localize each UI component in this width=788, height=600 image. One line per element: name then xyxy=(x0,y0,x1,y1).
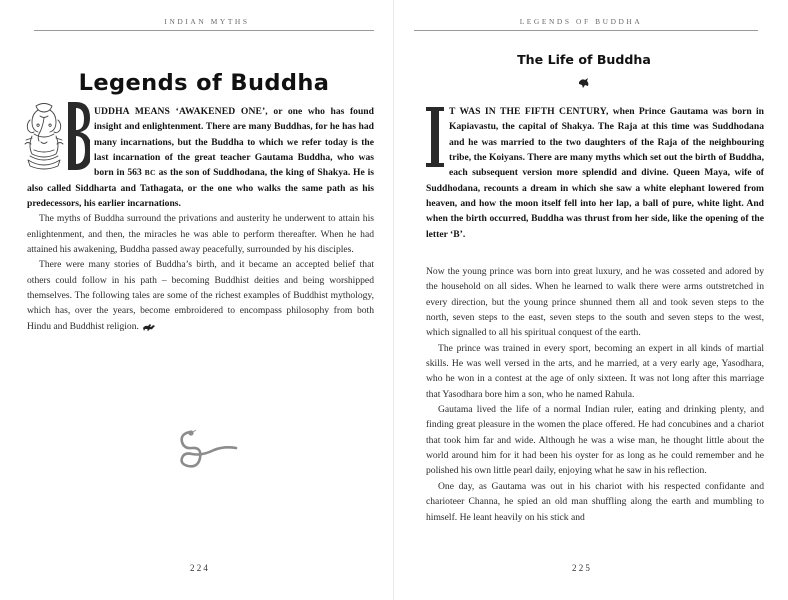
right-paragraph-4: One day, as Gautama was out in his chariot with his respected confidante and charioteer Channa, he spied an old man shuffling along the earth and mumbling to himself. He leant heavily on his stick and xyxy=(426,480,764,523)
page-number-right: 225 xyxy=(572,563,593,573)
left-intro-bc: BC xyxy=(144,168,156,178)
right-page xyxy=(394,0,788,600)
serpent-ornament xyxy=(176,428,238,474)
right-intro-paragraph xyxy=(426,104,764,242)
left-intro-paragraph xyxy=(27,104,374,211)
left-paragraph-2 xyxy=(27,257,374,334)
drop-cap-illustration xyxy=(24,100,90,178)
bird-ornament-icon xyxy=(577,76,591,90)
right-paragraph-1: Now the young prince was born into great luxury, and he was cosseted and adored by the household on all sides. When he learned to walk there were arms outstretched in every direction, but the young prince shunned them all and took seven steps to the north, seven steps to the east, seven steps to the south and seven steps to the west, which signalled to all his spiritual conquest of the earth. xyxy=(426,266,764,339)
ganesh-illustration xyxy=(24,100,90,178)
left-paragraph-1: The myths of Buddha surround the privations and austerity he underwent to attain his enlightenment, and then, the miracles he was able to perform thereafter. When he had attained his awakening, Buddha passed away peacefully, surrounded by his disciples. xyxy=(27,213,374,256)
right-body-text xyxy=(426,264,764,525)
right-intro-block xyxy=(426,104,764,242)
chapter-title: Legends of Buddha xyxy=(78,70,330,96)
running-horse-icon xyxy=(142,322,156,331)
left-paragraph-2-text: There were many stories of Buddha’s birth, and it became an accepted belief that others could follow in his path – becoming Buddhist deities and being worshipped themselves. The following tales are some of the richest examples of Buddhist mythology, which has, over the years, become embroidered to encompass philosophy from both Hindu and Buddhist religion. xyxy=(27,259,374,332)
drop-cap-I xyxy=(424,107,446,167)
left-intro-text: or one who has found insight and enlightenment. There are many Buddhas, for he has had many incarnations, but the Buddha to which we refer today is the last incarnation of the great teacher Gautama Buddha, who was born in 563 xyxy=(94,106,374,179)
section-title: The Life of Buddha xyxy=(517,52,651,67)
right-intro-lead-caps: T WAS IN THE FIFTH CENTURY, xyxy=(449,106,609,117)
page-number-left: 224 xyxy=(190,563,211,573)
right-paragraph-2: The prince was trained in every sport, becoming an expert in all kinds of martial skills. He was well versed in the arts, and he married, at a very early age, Yasodhara, who he won in a contest at the age of only sixteen. It was not long after this marriage that Yasodhara bore him a son, who he named Rahula. xyxy=(426,342,764,400)
left-intro-text-end: as the son of Suddhodana, the king of Shakya. He is also called Siddharta and Tathagata, or the one who walks the same path as his predecessors, his earlier incarnations. xyxy=(27,167,374,210)
running-head-right: LEGENDS OF BUDDHA xyxy=(519,17,643,26)
left-intro-lead-caps: UDDHA MEANS ‘AWAKENED ONE’, xyxy=(94,106,268,117)
running-head-left: INDIAN MYTHS xyxy=(164,17,250,26)
running-head-rule-right xyxy=(414,30,758,31)
right-intro-text: when Prince Gautama was born in Kapiavastu, the capital of Shakya. The Raja at this time was Suddhodana and he was married to the two daughters of the Raja of the neighbouring tribe, the Koiyans. There are many myths which set out the birth of Buddha, each subsequent version more splendid and divine. Queen Maya, wife of Suddhodana, recounts a dream in which she saw a white elephant lowered from heaven, and how the moon itself fell into her lap, a ball of pure, white light. And when the birth occurred, Buddha was thrust from her side, like the opening of the letter ‘B’. xyxy=(426,106,764,240)
running-head-rule-left xyxy=(34,30,374,31)
left-body-text xyxy=(27,104,374,334)
right-paragraph-3: Gautama lived the life of a normal Indian ruler, eating and drinking plenty, and finding great pleasure in the women the place offered. He had concubines and a chariot that took him far and wide. Although he was a wise man, he thought little about the world around him for it had been his oyster for as long as he could remember and he polished his own little pearl daily, enjoying what he saw in his reflection. xyxy=(426,404,764,477)
